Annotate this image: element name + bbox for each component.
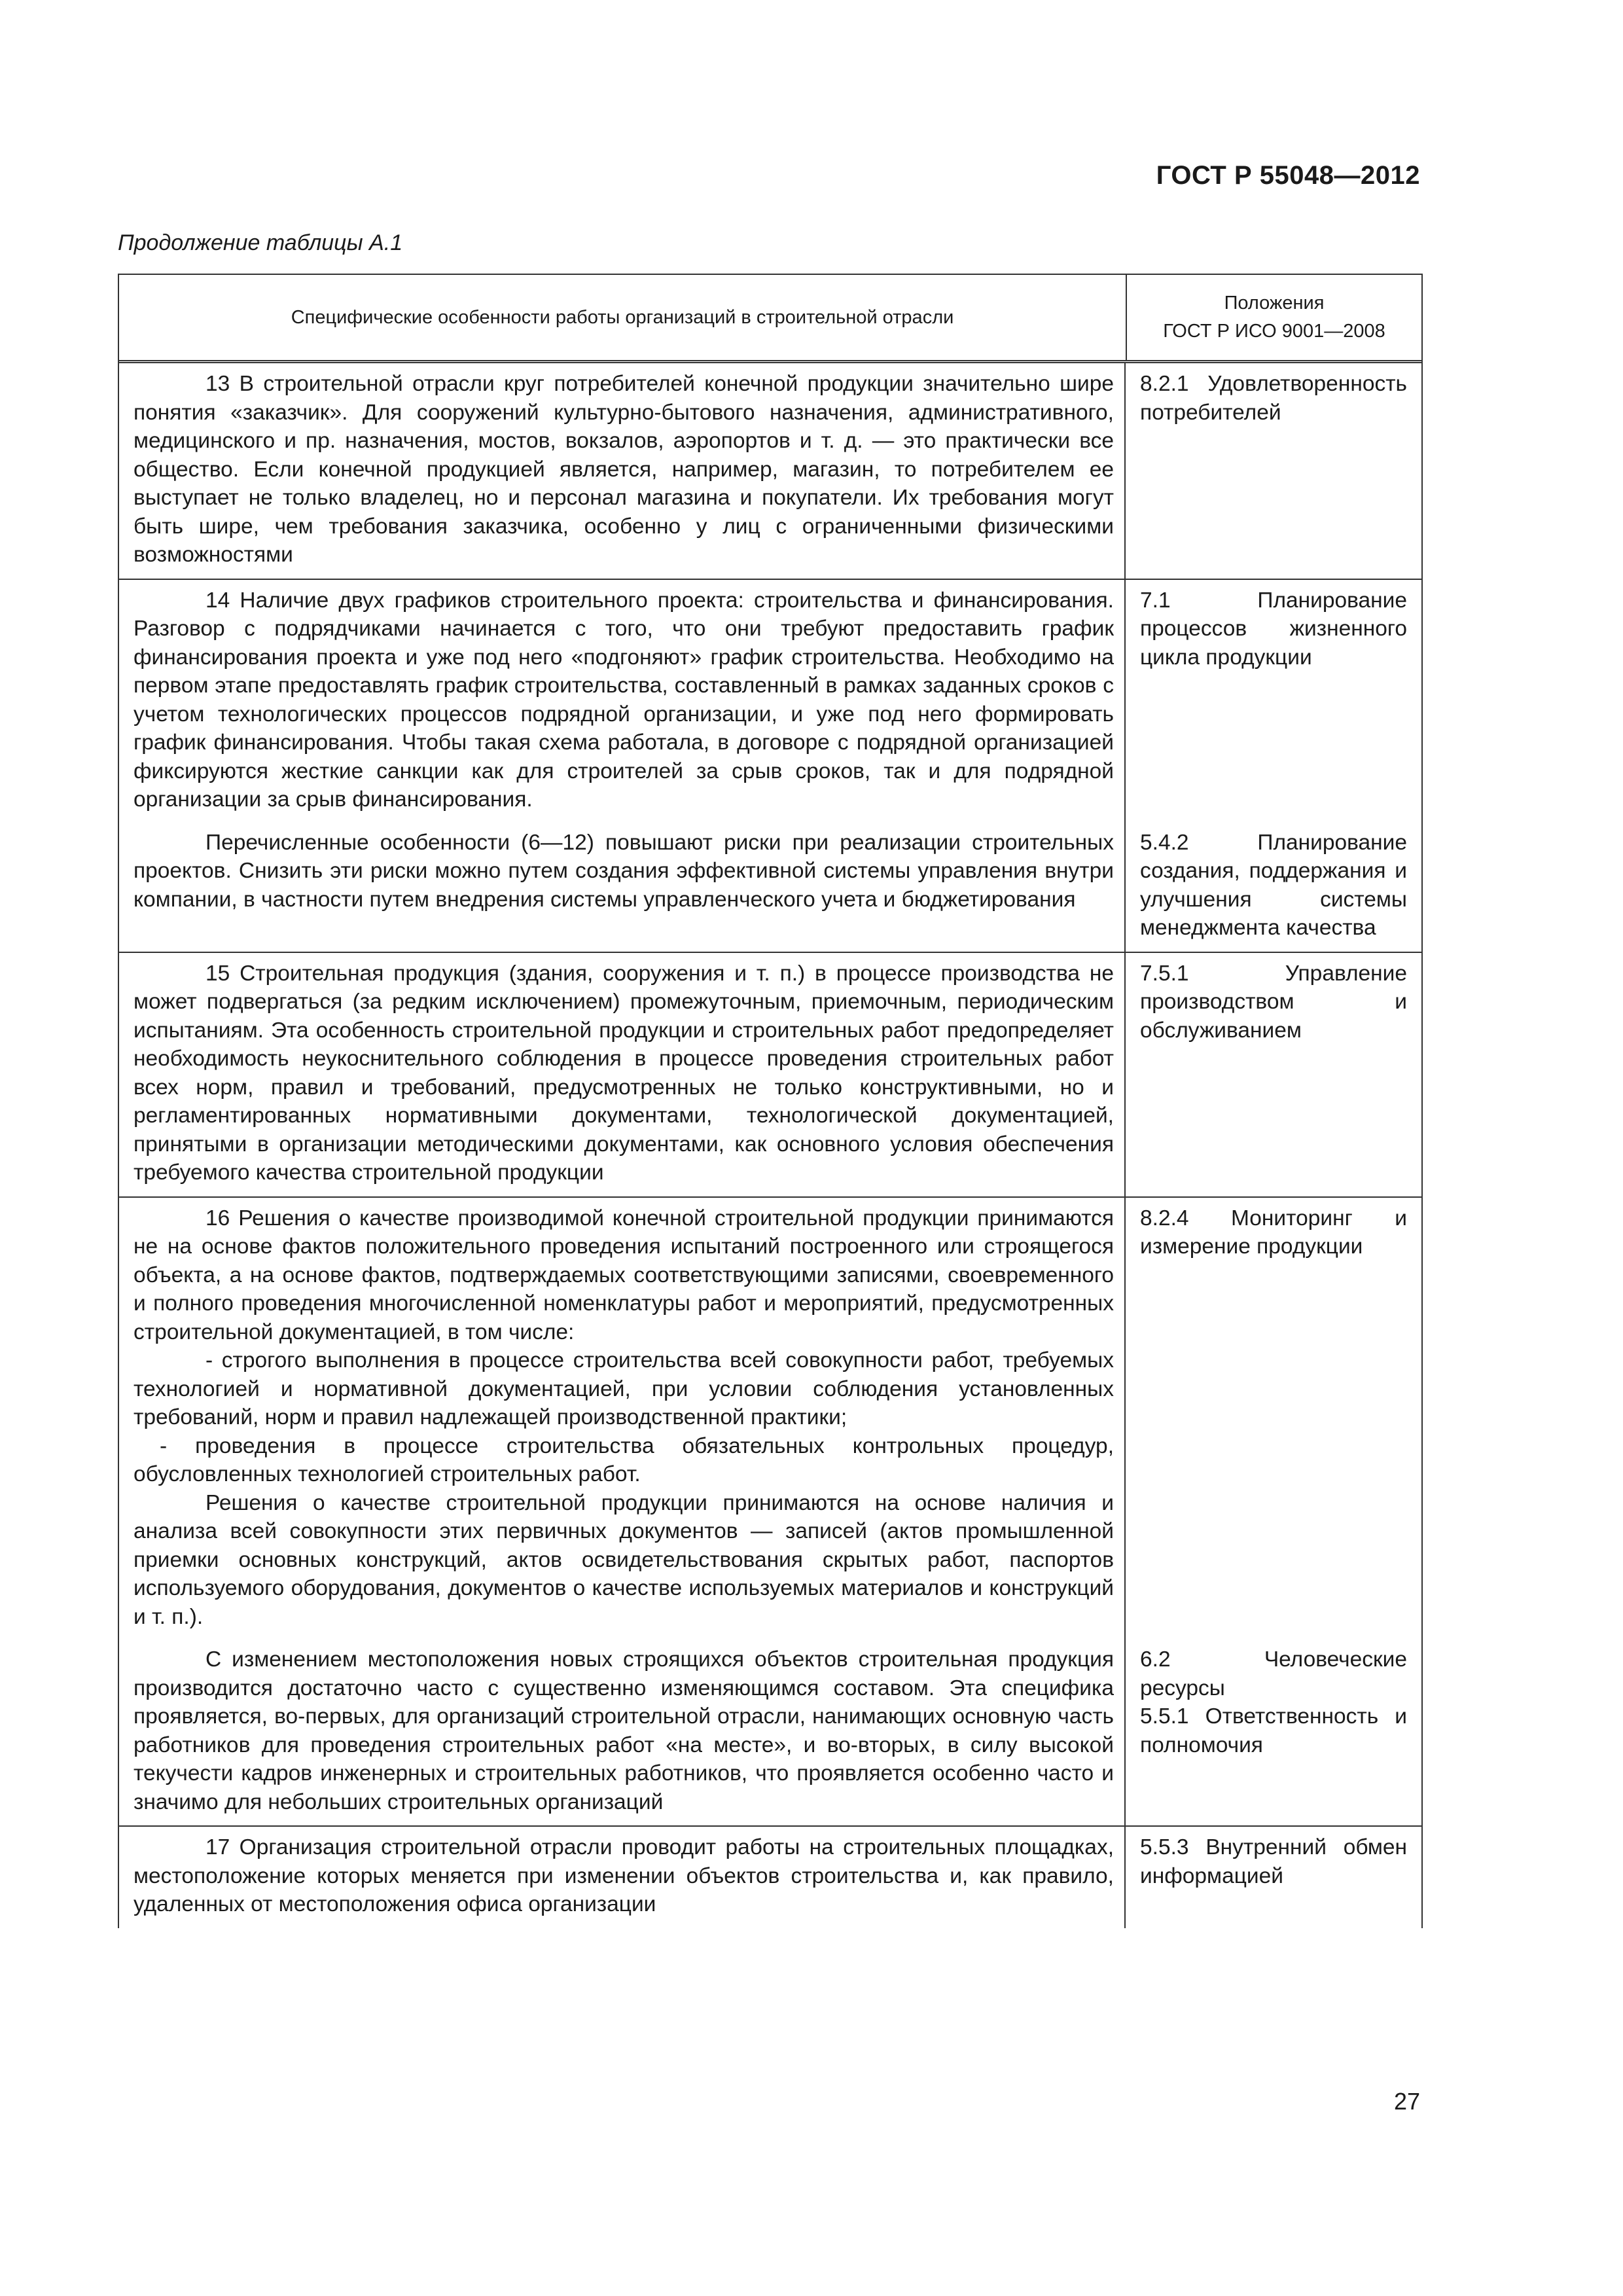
provision-text: 5.5.1 Ответственность и полномочия — [1140, 1704, 1407, 1757]
feature-text: С изменением местоположения новых строящихся объектов строительная продукция производится достаточно часто с существенно изменяющимся составом. Эта специфика проявляется, во-первых, для организаций строительной отрасли, нанимающих основную часть работников для проведения строительных работ «на месте», и во-вторых, в силу высокой текучести кадров инженерных и строительных работников, что проявляется особенно часто и значимо для небольших строительных организаций — [134, 1647, 1114, 1814]
table-row — [119, 1198, 1421, 1641]
provision-cell — [1126, 580, 1421, 823]
table-header — [119, 275, 1421, 363]
provision-text: 5.5.3 Внутренний обмен информацией — [1140, 1835, 1407, 1888]
provision-cell — [1126, 1640, 1421, 1825]
provision-text: 8.2.4 Мониторинг и измерение продукции — [1140, 1206, 1407, 1259]
provision-text: 5.4.2 Планирование создания, поддержания и улучшения системы менеджмента качества — [1140, 830, 1407, 940]
feature-text: 17 Организация строительной отрасли проводит работы на строительных площадках, местоположение которых меняется при изменении объектов строительства и, как правило, удаленных от местоположения офиса организации — [134, 1835, 1114, 1916]
provision-text: 6.2 Человеческие ресурсы — [1140, 1647, 1407, 1700]
feature-text: 14 Наличие двух графиков строительного проекта: строительства и финансирования. Разговор с подрядчиками начинается с того, что они требуют предоставить график финансирования проекта и уже под него «подгоняют» график строительства. Необходимо на первом этапе предоставлять график строительства, составленный в рамках заданных сроков с учетом технологических процессов подрядной организации, и уже под него формировать график финансирования. Чтобы такая схема работала, в договоре с подрядной организацией фиксируются жесткие санкции как для строителей за срыв сроков, так и для подрядной организации за срыв финансирования. — [134, 588, 1114, 812]
feature-text: 13 В строительной отрасли круг потребителей конечной продукции значительно шире понятия «заказчик». Для сооружений культурно-бытового назначения, административного, медицинского и пр. назначения, мостов, вокзалов, аэропортов и т. д. — это практически все общество. Если конечной продукцией является, например, магазин, то потребителем ее выступает не только владелец, но и персонал магазина и покупатели. Их требования могут быть шире, чем требования заказчика, особенно у лиц с ограниченными физическими возможностями — [134, 372, 1114, 567]
feature-cell — [119, 580, 1126, 823]
feature-bullet: - проведения в процессе строительства обязательных контрольных процедур, обусловленных технологией строительных работ. — [134, 1433, 1114, 1486]
provision-cell — [1126, 1198, 1421, 1641]
provision-text: 8.2.1 Удовлетворенность потребителей — [1140, 372, 1407, 425]
feature-cell — [119, 1640, 1126, 1825]
feature-cell — [119, 953, 1126, 1196]
table-row — [119, 1827, 1421, 1928]
feature-text: Решения о качестве строительной продукции принимаются на основе наличия и анализа всей совокупности этих первичных документов — записей (актов промышленной приемки основных конструкций, актов освидетельствования скрытых работ, паспортов используемого оборудования, документов о качестве используемых материалов и конструкций и т. п.). — [134, 1490, 1114, 1629]
header-cell-provisions — [1127, 275, 1421, 360]
feature-cell — [119, 823, 1126, 952]
feature-cell — [119, 363, 1126, 579]
feature-text: Перечисленные особенности (6—12) повышают риски при реализации строительных проектов. Снизить эти риски можно путем создания эффективной системы управления внутри компании, в частности путем внедрения системы управленческого учета и бюджетирования — [134, 830, 1114, 912]
document-code: ГОСТ Р 55048—2012 — [1156, 161, 1420, 190]
header-cell-features: Специфические особенности работы организаций в строительной отрасли — [119, 275, 1127, 360]
feature-text: 16 Решения о качестве производимой конечной строительной продукции принимаются не на основе фактов положительного проведения испытаний построенного или строящегося объекта, а на основе фактов, подтверждаемых соответствующими записями, своевременного и полного проведения многочисленной номенклатуры работ и мероприятий, предусмотренных строительной документацией, в том числе: — [134, 1206, 1114, 1344]
header-provisions-line1: Положения — [1224, 292, 1325, 314]
provision-cell — [1126, 953, 1421, 1196]
table-row — [119, 823, 1421, 953]
provision-text: 7.1 Планирование процессов жизненного цикла продукции — [1140, 588, 1407, 670]
table-row — [119, 580, 1421, 823]
table-row — [119, 1640, 1421, 1827]
table-row — [119, 363, 1421, 580]
page-number: 27 — [1393, 2088, 1420, 2115]
feature-bullet: - строгого выполнения в процессе строительства всей совокупности работ, требуемых технологией и нормативной документацией, при условии соблюдения установленных требований, норм и правил надлежащей производственной практики; — [134, 1348, 1114, 1429]
provision-cell — [1126, 1827, 1421, 1928]
feature-cell — [119, 1198, 1126, 1641]
feature-cell — [119, 1827, 1126, 1928]
table-row — [119, 953, 1421, 1198]
provision-text: 7.5.1 Управление производством и обслуживанием — [1140, 961, 1407, 1043]
feature-text: 15 Строительная продукция (здания, сооружения и т. п.) в процессе производства не может подвергаться (за редким исключением) промежуточным, приемочным, периодическим испытаниям. Эта особенность строительной продукции и строительных работ предопределяет необходимость неукоснительного соблюдения в процессе проведения строительных работ всех норм, правил и требований, предусмотренных не только конструктивными, но и регламентированных нормативными документами, технологической документацией, принятыми в организации методическими документами, как основного условия обеспечения требуемого качества строительной продукции — [134, 961, 1114, 1185]
header-provisions-line2: ГОСТ Р ИСО 9001—2008 — [1163, 321, 1385, 342]
requirements-table — [118, 274, 1423, 1928]
provision-cell — [1126, 363, 1421, 579]
provision-cell — [1126, 823, 1421, 952]
table-continuation-caption: Продолжение таблицы А.1 — [118, 230, 403, 255]
